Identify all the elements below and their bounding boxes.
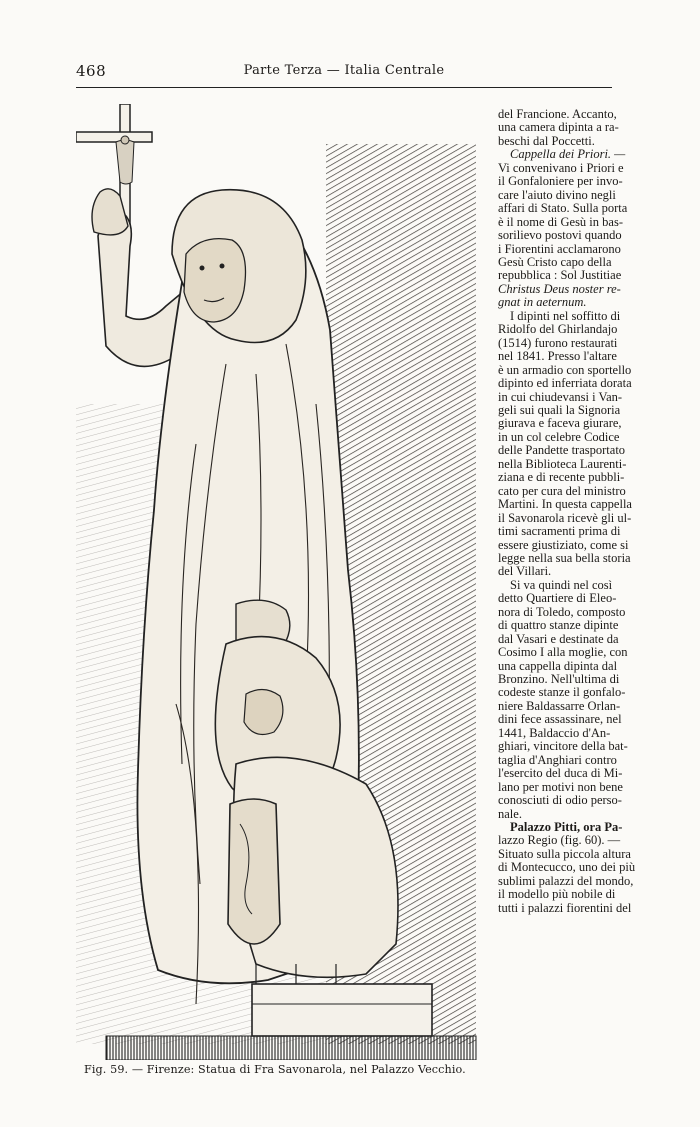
text-line: Christus Deus noster re- bbox=[498, 281, 621, 296]
text-line: Ridolfo del Ghirlandajo bbox=[498, 322, 618, 337]
text-line: Cosimo I alla moglie, con bbox=[498, 645, 628, 660]
text-line: Martini. In questa cappella bbox=[498, 497, 632, 512]
page-number: 468 bbox=[76, 62, 107, 80]
text-line: taglia d'Anghiari contro bbox=[498, 752, 617, 767]
text-line: dini fece assassinare, nel bbox=[498, 712, 622, 727]
statue-illustration bbox=[76, 104, 486, 1060]
text-line: in cui chiudevansi i Van- bbox=[498, 389, 623, 404]
text-line: ziana e di recente pubbli- bbox=[498, 470, 625, 485]
text-line: (1514) furono restaurati bbox=[498, 335, 618, 350]
text-line: lazzo Regio (fig. 60). — bbox=[498, 833, 621, 848]
text-line: tutti i palazzi fiorentini del bbox=[498, 900, 632, 915]
text-line: beschi dal Poccetti. bbox=[498, 133, 595, 148]
text-line: detto Quartiere di Eleo- bbox=[498, 591, 617, 606]
text-line: Vi convenivano i Priori e bbox=[498, 160, 624, 175]
text-line: nel 1841. Presso l'altare bbox=[498, 349, 617, 364]
text-line: repubblica : Sol Justitiae bbox=[498, 268, 622, 283]
text-line: sorilievo postovi quando bbox=[498, 228, 622, 243]
running-title: Parte Terza — Italia Centrale bbox=[243, 63, 445, 78]
text-line: giurava e faceva giurare, bbox=[498, 416, 622, 431]
text-line: una camera dipinta a ra- bbox=[498, 120, 619, 135]
text-line: Situato sulla piccola altura bbox=[498, 846, 631, 861]
text-line: care l'aiuto divino negli bbox=[498, 187, 616, 202]
page-header bbox=[76, 62, 612, 84]
text-line: lano per motivi non bene bbox=[498, 779, 623, 794]
text-line: Palazzo Pitti, ora Pa- bbox=[510, 820, 623, 835]
text-line: nale. bbox=[498, 806, 522, 821]
text-line: 1441, Baldaccio d'An- bbox=[498, 725, 611, 740]
text-line: Si va quindi nel così bbox=[510, 577, 613, 592]
text-line: ghiari, vincitore della bat- bbox=[498, 739, 628, 754]
text-line: legge nella sua bella storia bbox=[498, 550, 631, 565]
text-line: Cappella dei Priori. — bbox=[510, 147, 626, 162]
text-line: nella Biblioteca Laurenti- bbox=[498, 456, 627, 471]
text-line: di quattro stanze dipinte bbox=[498, 618, 619, 633]
text-line: timi sacramenti prima di bbox=[498, 524, 621, 539]
body-text-column bbox=[498, 107, 636, 915]
savonarola-statue-engraving bbox=[76, 104, 486, 1060]
floor-pattern bbox=[106, 1036, 476, 1060]
text-line: conosciuti di odio perso- bbox=[498, 793, 622, 808]
text-line: I dipinti nel soffitto di bbox=[510, 308, 621, 323]
plinth bbox=[252, 984, 432, 1036]
text-line: codeste stanze il gonfalo- bbox=[498, 685, 626, 700]
text-line: è un armadio con sportello bbox=[498, 362, 632, 377]
text-line: i Fiorentini acclamarono bbox=[498, 241, 621, 256]
text-line: del Villari. bbox=[498, 564, 552, 579]
text-line: geli sui quali la Signoria bbox=[498, 402, 621, 417]
text-line: il modello più nobile di bbox=[498, 887, 616, 902]
header-rule bbox=[76, 87, 612, 88]
text-line: niere Baldassarre Orlan- bbox=[498, 698, 621, 713]
face bbox=[184, 239, 246, 322]
text-line: Bronzino. Nell'ultima di bbox=[498, 672, 620, 687]
text-line: Gesù Cristo capo della bbox=[498, 254, 612, 269]
text-line: il Savonarola ricevè gli ul- bbox=[498, 510, 632, 525]
figure-caption: Fig. 59. — Firenze: Statua di Fra Savonarola, nel Palazzo Vecchio. bbox=[84, 1063, 466, 1076]
text-line: l'esercito del duca di Mi- bbox=[498, 766, 623, 781]
text-line: una cappella dipinta dal bbox=[498, 658, 618, 673]
text-line: gnat in aeternum. bbox=[498, 295, 587, 310]
text-line: dal Vasari e destinate da bbox=[498, 631, 619, 646]
text-line: del Francione. Accanto, bbox=[498, 107, 617, 121]
text-line: affari di Stato. Sulla porta bbox=[498, 201, 628, 216]
text-line: nora di Toledo, composto bbox=[498, 604, 626, 619]
text-line: cato per cura del ministro bbox=[498, 483, 626, 498]
shield bbox=[228, 799, 280, 944]
text-line: essere giustiziato, come si bbox=[498, 537, 629, 552]
text-line: è il nome di Gesù in bas- bbox=[498, 214, 623, 229]
text-line: dipinto ed inferriata dorata bbox=[498, 376, 632, 391]
text-line: di Montecucco, uno dei più bbox=[498, 860, 636, 875]
text-line: sublimi palazzi del mondo, bbox=[498, 873, 634, 888]
text-line: il Gonfaloniere per invo- bbox=[498, 174, 623, 189]
text-line: in un col celebre Codice bbox=[498, 429, 620, 444]
text-line: delle Pandette trasportato bbox=[498, 443, 626, 458]
